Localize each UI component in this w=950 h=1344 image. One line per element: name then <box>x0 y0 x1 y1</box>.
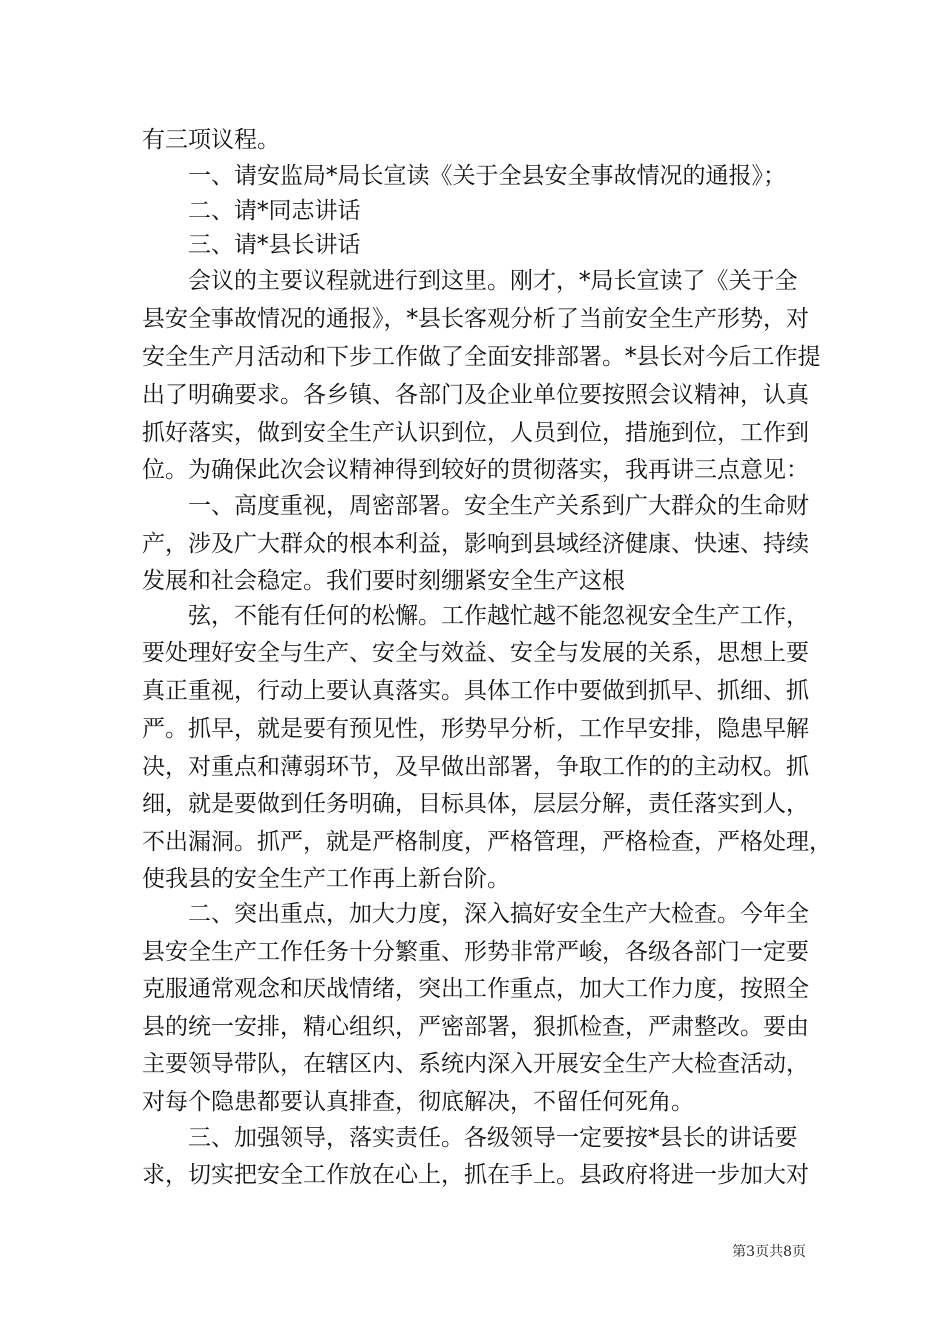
text-line: 求，切实把安全工作放在心上，抓在手上。县政府将进一步加大对 <box>142 1162 809 1188</box>
text-line: 不出漏洞。抓严，就是严格制度，严格管理，严格检查，严格处理， <box>142 829 832 855</box>
text-line: 严。抓早，就是要有预见性，形势早分析，工作早安排，隐患早解 <box>142 716 809 742</box>
text-line: 位。为确保此次会议精神得到较好的贯彻落实，我再讲三点意见： <box>142 457 809 483</box>
text-line: 出了明确要求。各乡镇、各部门及企业单位要按照会议精神，认真 <box>142 382 809 408</box>
text-line: 二、请*同志讲话 <box>142 198 361 224</box>
text-line: 抓好落实，做到安全生产认识到位，人员到位，措施到位，工作到 <box>142 420 809 446</box>
text-line: 发展和社会稳定。我们要时刻绷紧安全生产这根 <box>142 568 625 594</box>
text-line: 县安全生产工作任务十分繁重、形势非常严峻，各级各部门一定要 <box>142 939 809 965</box>
text-line: 克服通常观念和厌战情绪，突出工作重点，加大工作力度，按照全 <box>142 976 809 1002</box>
text-line: 主要领导带队，在辖区内、系统内深入开展安全生产大检查活动， <box>142 1051 809 1077</box>
text-line: 三、加强领导，落实责任。各级领导一定要按*县长的讲话要 <box>142 1125 798 1151</box>
text-line: 真正重视，行动上要认真落实。具体工作中要做到抓早、抓细、抓 <box>142 678 809 704</box>
text-line: 三、请*县长讲话 <box>142 232 361 258</box>
text-line: 一、请安监局*局长宣读《关于全县安全事故情况的通报》； <box>142 163 786 189</box>
text-line: 对每个隐患都要认真排查，彻底解决，不留任何死角。 <box>142 1089 694 1115</box>
text-line: 弦，不能有任何的松懈。工作越忙越不能忽视安全生产工作， <box>142 603 809 629</box>
page-number-footer: 第3页共8页 <box>732 1244 806 1260</box>
text-line: 细，就是要做到任务明确，目标具体，层层分解，责任落实到人， <box>142 791 809 817</box>
text-line: 产，涉及广大群众的根本利益，影响到县域经济健康、快速、持续 <box>142 531 809 557</box>
text-line: 决，对重点和薄弱环节，及早做出部署，争取工作的的主动权。抓 <box>142 754 809 780</box>
text-line: 要处理好安全与生产、安全与效益、安全与发展的关系，思想上要 <box>142 640 809 666</box>
text-line: 县安全事故情况的通报》，*县长客观分析了当前安全生产形势，对 <box>142 306 809 332</box>
text-line: 安全生产月活动和下步工作做了全面安排部署。*县长对今后工作提 <box>142 344 821 370</box>
text-line: 会议的主要议程就进行到这里。刚才，*局长宣读了《关于全 <box>142 268 798 294</box>
text-line: 一、高度重视，周密部署。安全生产关系到广大群众的生命财 <box>142 493 809 519</box>
text-line: 有三项议程。 <box>142 127 280 153</box>
text-line: 县的统一安排，精心组织，严密部署，狠抓检查，严肃整改。要由 <box>142 1014 809 1040</box>
text-line: 使我县的安全生产工作再上新台阶。 <box>142 866 510 892</box>
text-line: 二、突出重点，加大力度，深入搞好安全生产大检查。今年全 <box>142 901 809 927</box>
